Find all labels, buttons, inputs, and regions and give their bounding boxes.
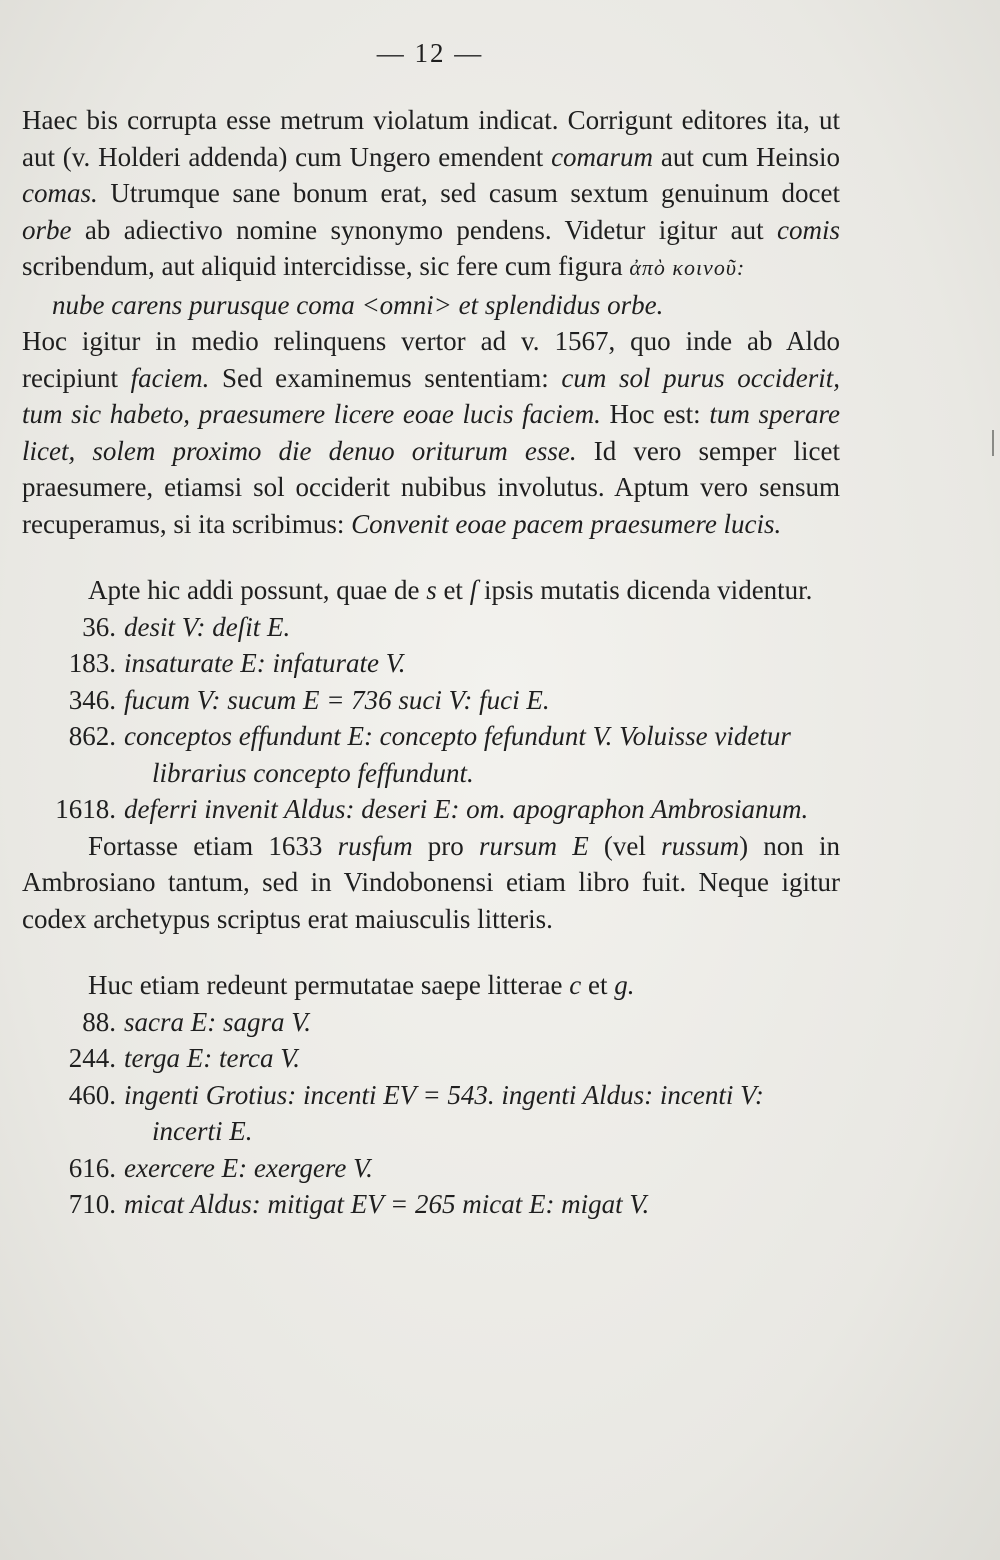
paragraph-1-text-2: aut cum Heinsio	[653, 141, 840, 172]
variant-reading: deferri invenit Aldus: deseri E: om. apographon Ambrosianum.	[124, 794, 809, 824]
list-item	[22, 791, 840, 828]
list-item	[22, 1040, 840, 1077]
line-number: 346.	[68, 684, 116, 715]
paragraph-3-text-1: Apte hic addi possunt, quae de	[88, 575, 427, 605]
list-item	[22, 1077, 840, 1150]
list-item	[22, 609, 840, 646]
paragraph-1-text-5: scribendum, aut aliquid intercidisse, sic fere cum figura	[22, 251, 630, 281]
paragraph-5-italic-2: g.	[614, 970, 635, 1000]
paragraph-4-italic-2: rursum E	[478, 830, 589, 861]
paragraph-2-text-3: Hoc est:	[600, 399, 710, 429]
list-item	[22, 1004, 840, 1041]
paragraph-1-italic-2: comas.	[22, 178, 98, 208]
variant-reading: ingenti Grotius: incenti EV = 543. ingenti Aldus: incenti V: incerti E.	[124, 1079, 764, 1146]
verse-line: nube carens purusque coma <omni> et splendidus orbe.	[52, 289, 664, 320]
variant-list-c-g	[22, 1004, 840, 1223]
line-number: 88.	[82, 1006, 116, 1037]
variant-reading: insaturate E: infaturate V.	[124, 648, 406, 678]
paragraph-1-text-3: Utrumque sane bonum erat, sed casum sextum genuinum docet	[97, 178, 840, 208]
paragraph-1-italic-4: comis	[777, 214, 840, 245]
paragraph-spacer	[22, 937, 840, 967]
paragraph-4-italic-1: rusfum	[337, 830, 413, 861]
paragraph-1-text-1: Haec bis corrupta esse metrum violatum indicat. Corrigunt editores ita, ut aut (v. Holderi addenda) cum Ungero emendent	[22, 105, 840, 172]
greek-phrase: ἀπὸ κοινοῦ:	[629, 255, 746, 280]
paragraph-4-text-1: Fortasse etiam 1633	[88, 830, 338, 861]
line-number: 1618.	[55, 794, 116, 824]
line-number: 862.	[68, 721, 116, 751]
variant-reading: terga E: terca V.	[124, 1043, 300, 1073]
paragraph-2	[22, 323, 840, 542]
paragraph-5	[22, 967, 840, 1004]
list-item	[22, 682, 840, 719]
paragraph-4-text-4: ) non in Ambrosiano tantum, sed in Vindobonensi etiam libro fuit. Neque igitur codex archetypus scriptus erat maiusculis litteris.	[22, 830, 840, 934]
variant-reading: fucum V: sucum E = 736 suci V: fuci E.	[124, 684, 550, 715]
paragraph-5-text-2: et	[581, 970, 615, 1000]
list-item	[22, 1186, 840, 1223]
paragraph-5-text-1: Huc etiam redeunt permutatae saepe litterae	[88, 970, 570, 1000]
paragraph-2-text-2: Sed examinemus sententiam:	[209, 362, 562, 393]
line-number: 710.	[68, 1189, 116, 1219]
paragraph-2-italic-3: tum sperare licet, solem proximo die denuo oriturum esse.	[22, 399, 840, 466]
variant-reading: micat Aldus: mitigat EV = 265 micat E: migat V.	[124, 1189, 650, 1219]
paragraph-4-text-2: pro	[412, 830, 479, 861]
paragraph-2-text-1: Hoc igitur in medio relinquens vertor ad v. 1567, quo inde ab Aldo recipiunt	[22, 326, 840, 393]
variant-reading: exercere E: exergere V.	[124, 1152, 373, 1183]
paragraph-2-italic-4: Convenit eoae pacem praesumere lucis.	[351, 508, 782, 539]
line-number: 183.	[68, 648, 116, 678]
paragraph-3-italic-1: s	[426, 575, 437, 605]
paragraph-2-italic-1: faciem.	[130, 362, 210, 393]
paragraph-spacer	[22, 542, 840, 572]
variant-reading: conceptos effundunt E: concepto fefundunt V. Voluisse videtur librarius concepto feffundunt.	[124, 721, 791, 788]
line-number: 244.	[68, 1043, 116, 1073]
paragraph-4-italic-3: russum	[661, 830, 740, 861]
paragraph-1	[22, 102, 840, 287]
line-number: 616.	[68, 1152, 116, 1183]
list-item	[22, 645, 840, 682]
page-number: — 12 —	[376, 38, 484, 68]
line-number: 36.	[82, 611, 116, 642]
paragraph-2-italic-2: cum sol purus occiderit, tum sic habeto, praesumere licere eoae lucis faciem.	[22, 362, 840, 429]
paragraph-4	[22, 828, 840, 938]
list-item	[22, 718, 840, 791]
list-item	[22, 1150, 840, 1187]
paragraph-3-text-2: et	[436, 575, 470, 605]
paragraph-5-italic-1: c	[569, 970, 582, 1000]
paragraph-4-text-3: (vel	[588, 830, 662, 861]
variant-reading: desit V: deſit E.	[124, 611, 291, 642]
page-edge-mark	[992, 430, 994, 456]
paragraph-3	[22, 572, 840, 609]
line-number: 460.	[68, 1079, 116, 1110]
variant-list-s	[22, 609, 840, 828]
paragraph-3-text-3: ipsis mutatis dicenda videntur.	[477, 575, 813, 605]
paragraph-1-italic-3: orbe	[22, 214, 72, 245]
paragraph-2-text-4: Id vero semper licet praesumere, etiamsi sol occiderit nubibus involutus. Aptum vero sensum recuperamus, si ita scribimus:	[22, 435, 840, 539]
page-text	[22, 102, 840, 1223]
variant-reading: sacra E: sagra V.	[124, 1006, 312, 1037]
paragraph-1-italic-1: comarum	[551, 141, 654, 172]
paragraph-3-italic-2: ſ	[469, 575, 478, 605]
paragraph-1-text-4: ab adiectivo nomine synonymo pendens. Videtur igitur aut	[71, 214, 777, 245]
